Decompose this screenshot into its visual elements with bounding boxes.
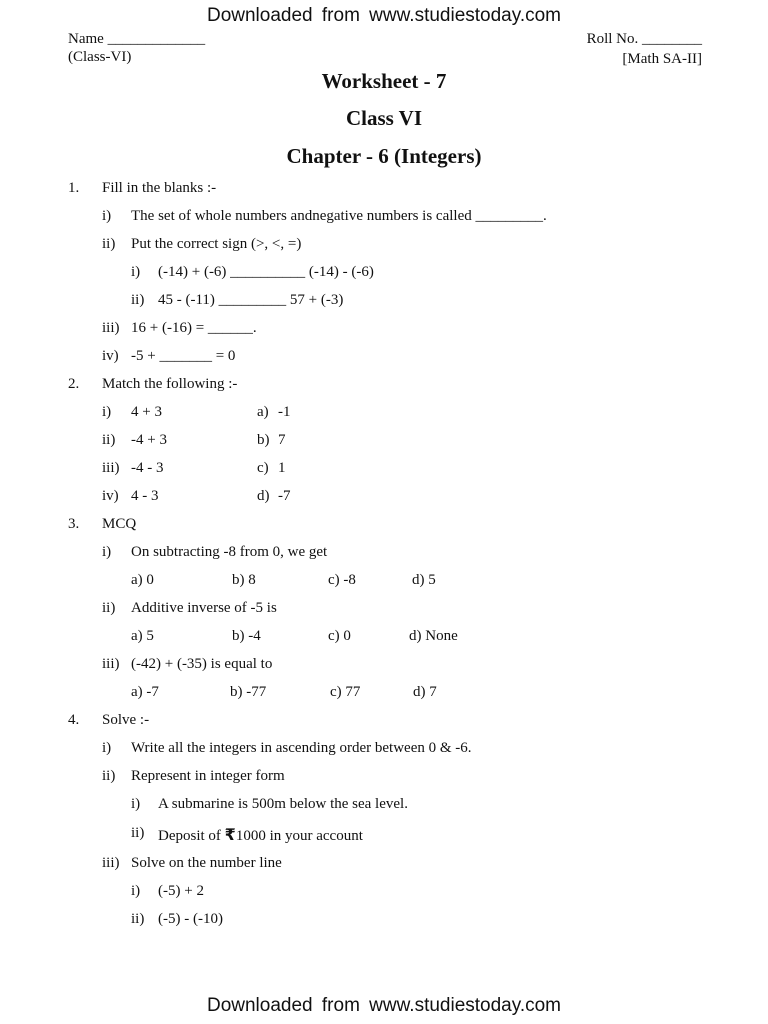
mcq-option: c) -8: [328, 572, 356, 588]
sub-number: ii): [102, 236, 116, 252]
mcq-number: i): [102, 544, 112, 560]
sub-sub-number: i): [131, 264, 141, 280]
match-key: b): [257, 432, 270, 448]
mcq-option: d) 7: [413, 684, 437, 700]
sub-text: Represent in integer form: [131, 768, 285, 784]
mcq-number: ii): [102, 600, 116, 616]
match-right: 7: [278, 432, 286, 448]
sub-sub-text: 45 - (-11) _________ 57 + (-3): [158, 292, 344, 308]
download-banner-bottom: Downloaded from www.studiestoday.com: [206, 995, 562, 1016]
class-label: (Class-VI): [68, 49, 132, 65]
match-number: iv): [102, 488, 119, 504]
deposit-text-start: Deposit of: [158, 828, 225, 844]
match-key: a): [257, 404, 269, 420]
sub-sub-text: (-5) - (-10): [158, 911, 223, 927]
match-number: i): [102, 404, 112, 420]
sub-sub-number: ii): [131, 292, 145, 308]
roll-number-field: Roll No. ________: [586, 31, 702, 47]
sub-sub-number: i): [131, 883, 141, 899]
deposit-text-end: 1000 in your account: [235, 828, 363, 844]
question-text: MCQ: [102, 516, 137, 532]
match-left: -4 - 3: [131, 460, 164, 476]
mcq-option: b) 8: [232, 572, 256, 588]
mcq-option: c) 77: [330, 684, 361, 700]
class-title: Class VI: [345, 106, 423, 130]
sub-text: Solve on the number line: [131, 855, 282, 871]
mcq-option: b) -4: [232, 628, 261, 644]
mcq-option: b) -77: [230, 684, 267, 700]
sub-text: Write all the integers in ascending order between 0 & -6.: [131, 740, 472, 756]
exam-label: [Math SA-II]: [622, 51, 702, 67]
question-text: Match the following :-: [102, 376, 238, 392]
match-right: -1: [278, 404, 291, 420]
worksheet-title: Worksheet - 7: [321, 69, 447, 93]
match-right: 1: [278, 460, 286, 476]
mcq-option: a) 5: [131, 628, 154, 644]
sub-sub-text: [158, 825, 363, 845]
match-key: c): [257, 460, 269, 476]
sub-number: iii): [102, 855, 120, 871]
question-text: Fill in the blanks :-: [102, 180, 217, 196]
sub-sub-text: (-14) + (-6) __________ (-14) - (-6): [158, 264, 374, 280]
sub-sub-number: ii): [131, 911, 145, 927]
sub-text: The set of whole numbers andnegative numbers is called _________.: [131, 208, 547, 224]
rupee-symbol: ₹: [224, 825, 236, 844]
sub-number: iv): [102, 348, 119, 364]
sub-number: iii): [102, 320, 120, 336]
sub-sub-number: i): [131, 796, 141, 812]
question-number: 1.: [68, 180, 80, 196]
sub-number: i): [102, 208, 112, 224]
sub-number: i): [102, 740, 112, 756]
sub-text: -5 + _______ = 0: [131, 348, 236, 364]
sub-number: ii): [102, 768, 116, 784]
mcq-option: a) -7: [131, 684, 159, 700]
mcq-number: iii): [102, 656, 120, 672]
sub-sub-number: ii): [131, 825, 145, 841]
match-key: d): [257, 488, 270, 504]
sub-sub-text: A submarine is 500m below the sea level.: [158, 796, 408, 812]
match-right: -7: [278, 488, 291, 504]
match-number: iii): [102, 460, 120, 476]
sub-sub-text: (-5) + 2: [158, 883, 204, 899]
mcq-option: d) None: [409, 628, 458, 644]
mcq-option: c) 0: [328, 628, 351, 644]
match-left: 4 + 3: [131, 404, 162, 420]
question-number: 2.: [68, 376, 80, 392]
mcq-question: Additive inverse of -5 is: [131, 600, 277, 616]
question-text: Solve :-: [102, 712, 150, 728]
match-number: ii): [102, 432, 116, 448]
mcq-question: On subtracting -8 from 0, we get: [131, 544, 328, 560]
sub-text: 16 + (-16) = ______.: [131, 320, 257, 336]
chapter-title: Chapter - 6 (Integers): [286, 144, 482, 168]
match-left: 4 - 3: [131, 488, 159, 504]
name-field: Name _____________: [68, 31, 206, 47]
download-banner-top: Downloaded from www.studiestoday.com: [206, 5, 562, 26]
mcq-option: d) 5: [412, 572, 436, 588]
question-number: 3.: [68, 516, 80, 532]
mcq-option: a) 0: [131, 572, 154, 588]
question-number: 4.: [68, 712, 80, 728]
mcq-question: (-42) + (-35) is equal to: [131, 656, 273, 672]
match-left: -4 + 3: [131, 432, 167, 448]
sub-text: Put the correct sign (>, <, =): [131, 236, 302, 252]
